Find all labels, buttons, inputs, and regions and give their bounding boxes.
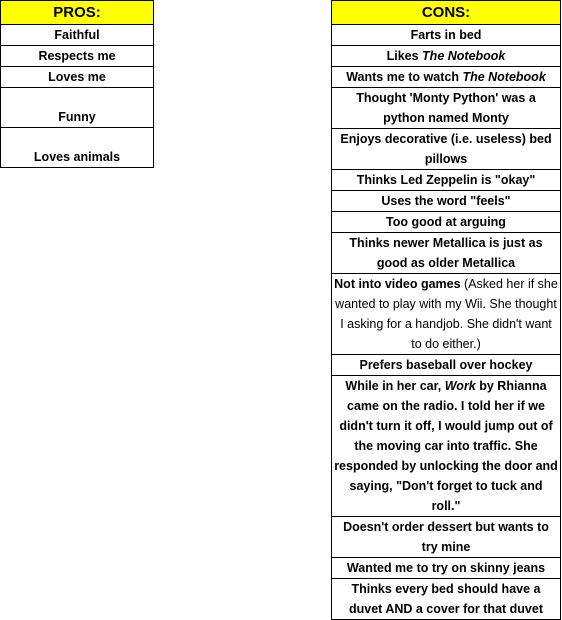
cons-item-cell[interactable]: [332, 376, 561, 517]
cons-item-text: (Asked her if she wanted to play with my Wii. She thought I asking for a handjob. She didn't want to do either.): [335, 277, 558, 351]
cons-item-title: Work: [444, 379, 476, 393]
cons-item-text: Thought 'Monty Python' was a python named Monty: [356, 91, 536, 125]
cons-item-cell[interactable]: [332, 212, 561, 233]
cons-item-text: Likes: [386, 49, 423, 63]
pros-item-cell[interactable]: Loves me: [1, 67, 154, 88]
cons-row: [332, 558, 561, 579]
pros-item-cell[interactable]: Faithful: [1, 25, 154, 46]
cons-row: [332, 233, 561, 274]
cons-item-cell[interactable]: [332, 558, 561, 579]
cons-list: [332, 25, 561, 620]
cons-item-cell[interactable]: [332, 233, 561, 274]
cons-header[interactable]: CONS:: [332, 1, 561, 25]
pros-header-row: [1, 1, 154, 25]
cons-row: [332, 170, 561, 191]
cons-item-text: Thinks Led Zeppelin is "okay": [356, 173, 536, 187]
cons-item-cell[interactable]: [332, 25, 561, 46]
pros-row: [1, 67, 154, 88]
pros-header[interactable]: PROS:: [1, 1, 154, 25]
cons-row: [332, 46, 561, 67]
cons-item-text: Too good at arguing: [386, 215, 506, 229]
cons-item-text: Wants me to watch: [346, 70, 463, 84]
cons-item-cell[interactable]: [332, 517, 561, 558]
pros-item-cell[interactable]: Respects me: [1, 46, 154, 67]
cons-header-row: [332, 1, 561, 25]
cons-row: [332, 376, 561, 517]
cons-item-text: Prefers baseball over hockey: [359, 358, 533, 372]
cons-item-text: Enjoys decorative (i.e. useless) bed pillows: [340, 132, 552, 166]
cons-table: [331, 0, 561, 620]
cons-row: [332, 579, 561, 620]
cons-row: [332, 25, 561, 46]
cons-item-text: Uses the word "feels": [381, 194, 511, 208]
cons-row: [332, 517, 561, 558]
cons-item-text: by Rhianna came on the radio. I told her if we didn't turn it off, I would jump out of the moving car into traffic. She responded by unlocking the door and saying, "Don't forget to tuck and roll.": [334, 379, 558, 513]
cons-item-text: Thinks newer Metallica is just as good as older Metallica: [349, 236, 543, 270]
pros-list: [1, 25, 154, 168]
cons-row: [332, 129, 561, 170]
pros-row: [1, 88, 154, 128]
cons-item-cell[interactable]: [332, 170, 561, 191]
pros-item-cell[interactable]: Loves animals: [1, 128, 154, 168]
cons-item-cell[interactable]: [332, 88, 561, 129]
cons-row: [332, 88, 561, 129]
cons-item-text: Not into video games: [334, 277, 461, 291]
cons-item-text: Farts in bed: [410, 28, 482, 42]
pros-row: [1, 25, 154, 46]
cons-item-text: Doesn't order dessert but wants to try mine: [343, 520, 549, 554]
cons-item-cell[interactable]: [332, 191, 561, 212]
cons-item-title: The Notebook: [462, 70, 546, 84]
cons-item-cell[interactable]: [332, 67, 561, 88]
cons-row: [332, 274, 561, 355]
cons-item-text: Thinks every bed should have a duvet AND a cover for that duvet: [348, 582, 543, 616]
cons-item-cell[interactable]: [332, 355, 561, 376]
cons-row: [332, 355, 561, 376]
cons-item-cell[interactable]: [332, 274, 561, 355]
pros-row: [1, 46, 154, 67]
cons-item-cell[interactable]: [332, 46, 561, 67]
pros-table: [0, 0, 154, 168]
cons-item-cell[interactable]: [332, 129, 561, 170]
cons-row: [332, 212, 561, 233]
pros-row: [1, 128, 154, 168]
cons-row: [332, 67, 561, 88]
cons-item-cell[interactable]: [332, 579, 561, 620]
cons-item-title: The Notebook: [422, 49, 506, 63]
pros-item-cell[interactable]: Funny: [1, 88, 154, 128]
cons-row: [332, 191, 561, 212]
cons-item-text: Wanted me to try on skinny jeans: [346, 561, 546, 575]
cons-item-text: While in her car,: [345, 379, 445, 393]
